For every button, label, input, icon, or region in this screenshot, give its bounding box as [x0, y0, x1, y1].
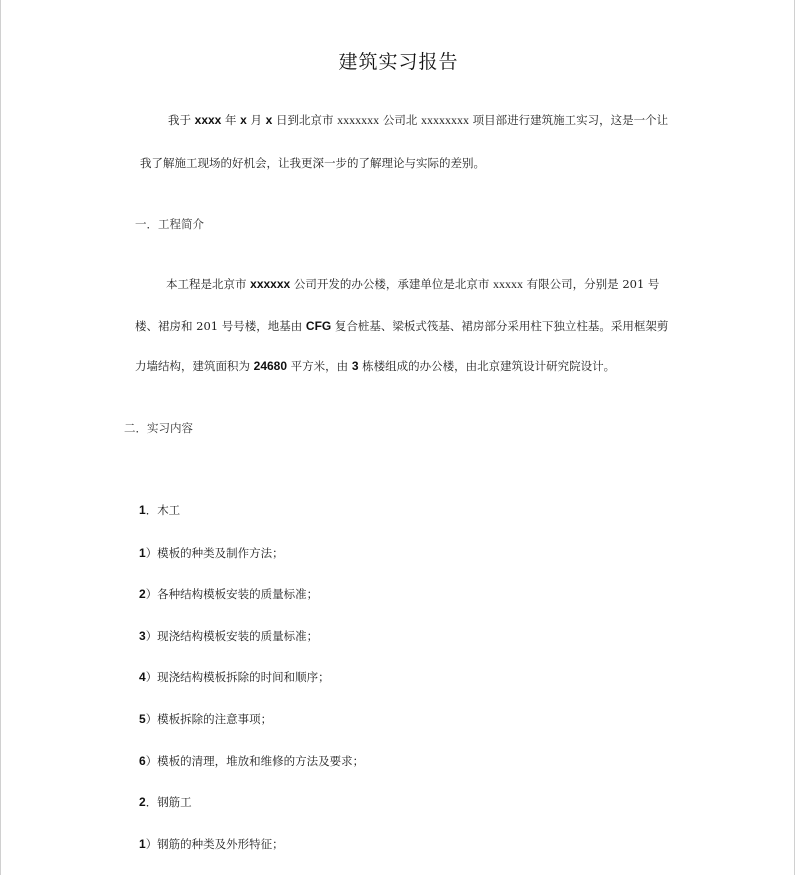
project-placeholder: xxxxxxxx — [420, 113, 469, 127]
text: 有限公司，分别是 201 号 — [523, 277, 660, 291]
item-text: ）钢筋的种类及外形特征； — [145, 837, 284, 851]
subsection-number: 2 — [139, 795, 146, 809]
subsection-label: 木工 — [157, 503, 181, 517]
list-item — [139, 628, 318, 644]
company-placeholder: xxxxxxx — [337, 113, 380, 127]
project-intro-line-3 — [135, 358, 615, 374]
item-number: 5 — [139, 712, 146, 726]
project-intro-line-2 — [135, 318, 668, 334]
building-count: 3 — [351, 359, 359, 373]
item-number: 4 — [139, 670, 146, 684]
list-item — [139, 669, 330, 685]
day-placeholder: x — [265, 113, 273, 127]
list-item — [139, 586, 318, 602]
text: 公司开发的办公楼，承建单位是北京市 — [290, 277, 494, 291]
item-text: ）各种结构模板安装的质量标准； — [145, 587, 319, 601]
text: 力墙结构，建筑面积为 — [135, 359, 254, 373]
text: 公司北 — [379, 113, 421, 127]
item-text: ）模板的种类及制作方法； — [145, 546, 284, 560]
project-intro-line-1 — [166, 276, 659, 292]
text: 我于 — [168, 113, 195, 127]
contractor-placeholder: xxxxx — [493, 277, 524, 291]
item-number: 1 — [139, 546, 146, 560]
item-text: ）现浇结构模板拆除的时间和顺序； — [145, 670, 330, 684]
year-placeholder: xxxx — [194, 113, 222, 127]
list-item — [139, 753, 364, 769]
text: 年 — [221, 113, 241, 127]
item-number: 6 — [139, 754, 146, 768]
list-item — [139, 711, 272, 727]
document-title: 建筑实习报告 — [338, 51, 459, 73]
item-number: 2 — [139, 587, 146, 601]
item-number: 1 — [139, 837, 146, 851]
list-item — [139, 836, 284, 852]
section-heading-internship-content: 二．实习内容 — [124, 421, 193, 435]
intro-line-1 — [168, 112, 668, 128]
item-number: 3 — [139, 629, 146, 643]
list-item — [139, 545, 284, 561]
cfg-term: CFG — [305, 319, 332, 333]
item-text: ）模板拆除的注意事项； — [145, 712, 273, 726]
company-placeholder: xxxxxx — [250, 277, 291, 291]
separator: ． — [145, 795, 158, 809]
text: 月 — [246, 113, 266, 127]
text: 本工程是北京市 — [166, 277, 251, 291]
text: 栋楼组成的办公楼，由北京建筑设计研究院设计。 — [358, 359, 616, 373]
text: 复合桩基、梁板式筏基、裙房部分采用柱下独立柱基。采用框架剪 — [331, 319, 669, 333]
text: 日到北京市 — [272, 113, 338, 127]
item-text: ）模板的清理，堆放和维修的方法及要求； — [145, 754, 365, 768]
area-value: 24680 — [253, 359, 288, 373]
subsection-number: 1 — [139, 503, 146, 517]
subsection-rebar — [139, 794, 192, 810]
subsection-label: 钢筋工 — [157, 795, 192, 809]
intro-line-2: 我了解施工现场的好机会，让我更深一步的了解理论与实际的差别。 — [140, 156, 485, 170]
month-placeholder: x — [240, 113, 247, 127]
subsection-carpentry — [139, 502, 180, 518]
section-heading-project-intro: 一．工程简介 — [135, 217, 204, 231]
separator: ． — [145, 503, 158, 517]
text: 项目部进行建筑施工实习，这是一个让 — [468, 113, 669, 127]
text: 平方米，由 — [287, 359, 352, 373]
item-text: ）现浇结构模板安装的质量标准； — [145, 629, 319, 643]
text: 楼、裙房和 201 号号楼，地基由 — [135, 319, 306, 333]
